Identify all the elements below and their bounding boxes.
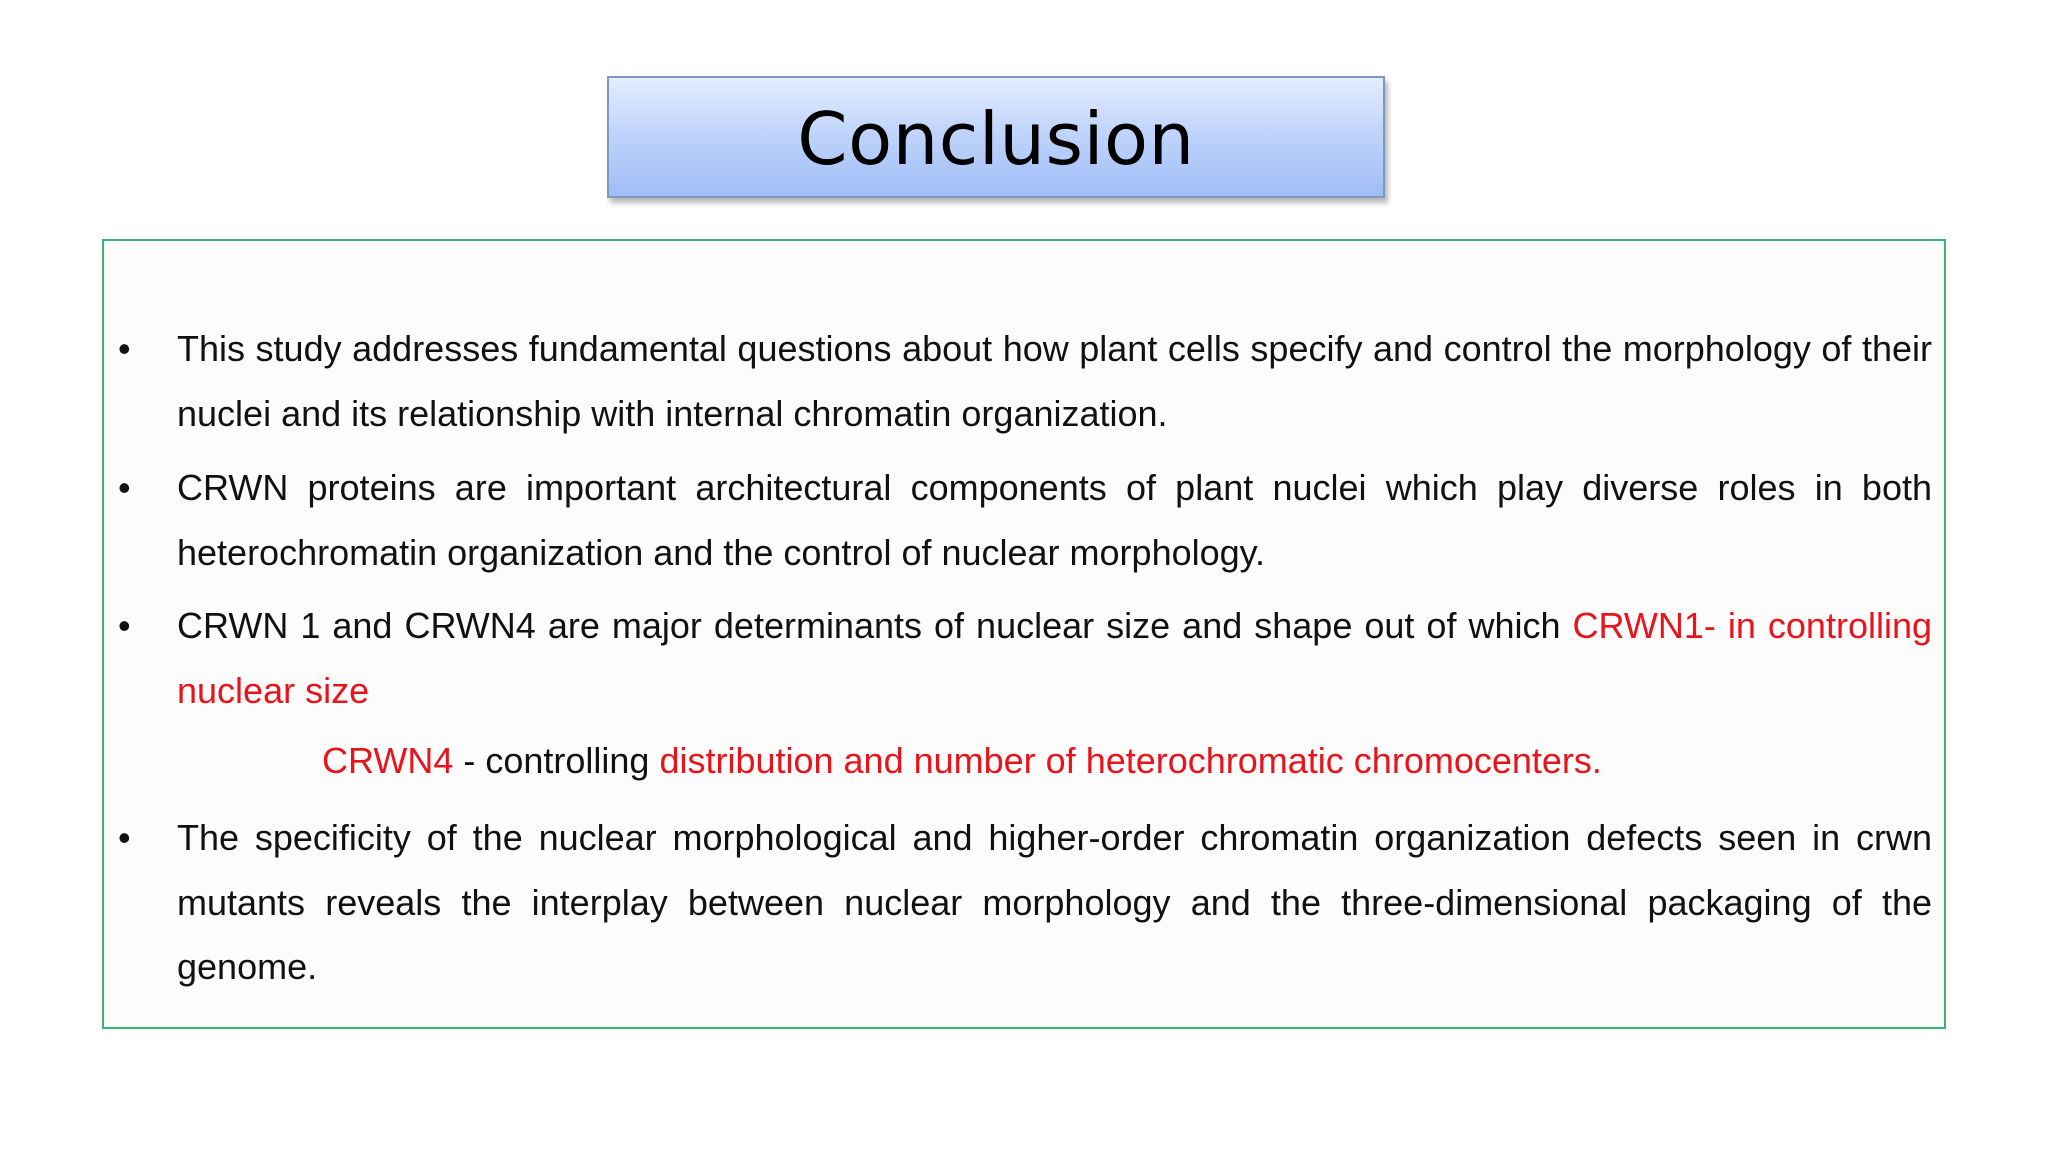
bullet-dot: • xyxy=(118,467,131,508)
bullet-dot: • xyxy=(118,817,131,858)
sub-line-red-start: CRWN4 xyxy=(322,740,454,781)
sub-line-red-end: distribution and number of heterochromatic chromocenters. xyxy=(659,740,1602,781)
crwn4-sub-line xyxy=(322,729,1602,793)
bullet-text-3-plain: CRWN 1 and CRWN4 are major determinants of nuclear size and shape out of which xyxy=(177,605,1573,646)
bullet-dot: • xyxy=(118,605,131,646)
sub-line-middle: - controlling xyxy=(453,740,660,781)
bullet-text-2: CRWN proteins are important architectural components of plant nuclei which play diverse roles in both heterochromatin organization and the control of nuclear morphology. xyxy=(177,467,1932,573)
title-box xyxy=(607,76,1385,198)
bullet-text-1: This study addresses fundamental questions about how plant cells specify and control the morphology of their nuclei and its relationship with internal chromatin organization. xyxy=(177,328,1932,434)
slide-title: Conclusion xyxy=(797,97,1195,181)
bullet-text-3-highlight: CRWN1- in controlling nuclear size xyxy=(177,605,1933,711)
bullet-text-4: The specificity of the nuclear morphological and higher-order chromatin organization defects seen in crwn mutants reveals the interplay between nuclear morphology and the three-dimensional packaging of the genome. xyxy=(177,817,1932,987)
bullet-dot: • xyxy=(118,328,131,369)
bullet-text-3 xyxy=(177,594,1932,723)
content-box xyxy=(102,239,1946,1029)
